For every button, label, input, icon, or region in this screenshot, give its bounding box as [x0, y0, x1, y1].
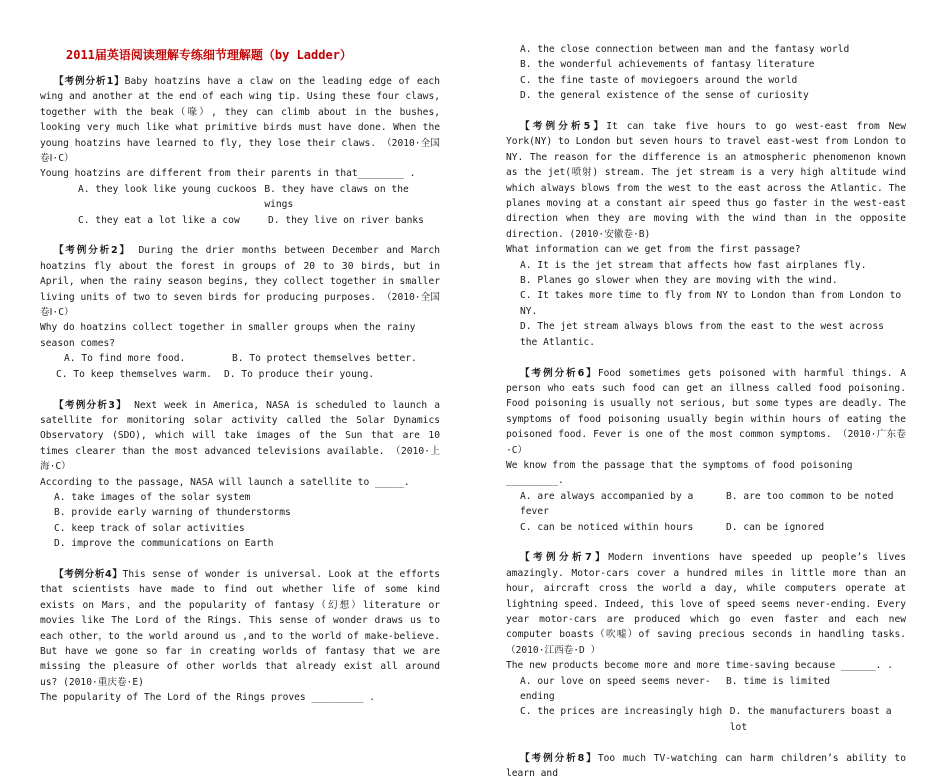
example-7-options-row2	[506, 704, 906, 735]
example-8-passage	[506, 751, 906, 781]
example-2-option-a: A. To find more food.	[64, 353, 186, 365]
left-column	[40, 0, 440, 706]
example-8-tag: 【考例分析8】	[520, 752, 598, 764]
example-1-options-row2	[40, 213, 440, 228]
example-3-passage	[40, 398, 440, 475]
example-4-passage	[40, 567, 440, 690]
example-7-tag: 【考例分析7】	[520, 552, 609, 564]
example-2-option-d: D. To produce their young.	[224, 368, 375, 380]
example-5-tag: 【考例分析5】	[520, 121, 607, 133]
example-6-passage	[506, 366, 906, 458]
example-7-options-row1	[506, 674, 906, 705]
example-6-option-b: B. are too common to be noted	[726, 490, 894, 502]
example-3-option-c: C. keep track of solar activities	[54, 522, 245, 534]
example-4-option-d: D. the general existence of the sense of curiosity	[520, 90, 809, 102]
example-6-options-row2	[506, 520, 906, 535]
example-6-option-a: A. are always accompanied by a fever	[520, 490, 694, 518]
example-6-options-row1	[506, 489, 906, 520]
example-3-option-a: A. take images of the solar system	[54, 491, 251, 503]
example-7-option-a: A. our love on speed seems never-ending	[520, 675, 711, 703]
example-1-option-b: B. they have claws on the wings	[264, 183, 409, 211]
example-7-option-b: B. time is limited	[726, 675, 830, 687]
example-3-question: According to the passage, NASA will launch a satellite to _____.	[40, 476, 410, 488]
example-2-options-row1	[40, 351, 440, 366]
example-4-tag: 【考例分析4】	[54, 568, 123, 580]
example-5-question: What information can we get from the first passage?	[506, 244, 801, 256]
example-8-text: Too much TV-watching can harm children’s ability to learn and	[506, 752, 906, 780]
example-2-passage	[40, 243, 440, 320]
example-2-question: Why do hoatzins collect together in smaller groups when the rainy season comes?	[40, 322, 416, 349]
example-2-option-b: B. To protect themselves better.	[232, 353, 417, 365]
example-5-text: It can take five hours to go west-east from New York(NY) to London but seven hours to travel east-west from London to NY. The reason for the difference is an atmospheric phenomenon known as the jet(喷射) stream. The jet stream is a very high altitude wind which always blows from the west to the east across the Atlantic. The planes moving at a constant air speed thus go faster in the west-east direction when they are moving with the wind than in the opposite direction. (2010·安徽卷·B)	[506, 121, 907, 240]
example-5-passage	[506, 119, 906, 242]
example-1-option-c: C. they eat a lot like a cow	[78, 214, 240, 226]
example-6-question: We know from the passage that the symptoms of food poisoning _________.	[506, 459, 853, 487]
example-1-options-row1	[40, 182, 440, 213]
example-1-text: Baby hoatzins have a claw on the leading edge of each wing and another at the end of each wing tip. Using these four claws, together with the beak（喙）, they can climb about in the bushes, looking very much like what primitive birds must have done. When the young hoatzins have learned to fly, they lose their claws. （2010·全国卷Ⅰ·C）	[40, 76, 440, 165]
example-7-text: Modern inventions have speeded up people’s lives amazingly. Motor-cars cover a hundred miles in little more than an hour, aircraft cross the world a day, while computers operate at lightning speed. Indeed, this love of speed seems never-ending. Every year motor-cars are produced which go even faster and each new computer boasts（吹嘘）of saving precious seconds in handling tasks. （2010·江西卷·D ）	[506, 552, 906, 656]
example-1-option-d: D. they live on river banks	[268, 214, 424, 226]
example-2-options-row2	[40, 367, 440, 382]
example-5-option-c: C. It takes more time to fly from NY to London than from London to NY.	[520, 290, 902, 317]
example-1-tag: 【考例分析1】	[54, 76, 125, 87]
example-7-question: The new products become more and more time-saving because ______. .	[506, 660, 893, 672]
example-2-tag: 【考例分析2】	[54, 245, 131, 257]
example-1-passage	[40, 74, 440, 166]
example-7-option-d: D. the manufacturers boast a lot	[729, 706, 892, 733]
example-6-tag: 【考例分析6】	[520, 367, 598, 379]
example-1-option-a: A. they look like young cuckoos	[78, 183, 258, 195]
example-6-option-c: C. can be noticed within hours	[520, 521, 694, 533]
example-2-text: During the drier months between December and March hoatzins fly about the forest in groups of 20 to 30 birds, but in April, when the rainy season begins, they collect together in smaller living units of two to seven birds for producing purposes. （2010·全国卷Ⅰ·C）	[40, 245, 440, 319]
example-3-option-b: B. provide early warning of thunderstorms	[54, 507, 291, 519]
page-title: 2011届英语阅读理解专练细节理解题（by Ladder）	[66, 48, 352, 62]
example-7-option-c: C. the prices are increasingly high	[520, 706, 723, 718]
right-column	[506, 0, 906, 781]
example-4-question: The popularity of The Lord of the Rings proves _________ .	[40, 692, 376, 704]
example-4-option-b: B. the wonderful achievements of fantasy literature	[520, 59, 815, 71]
example-5-option-d: D. The jet stream always blows from the east to the west across the Atlantic.	[520, 321, 884, 348]
example-5-option-a: A. It is the jet stream that affects how fast airplanes fly.	[520, 259, 867, 271]
example-3-tag: 【考例分析3】	[54, 399, 128, 411]
example-7-passage	[506, 550, 906, 658]
example-3-option-d: D. improve the communications on Earth	[54, 538, 274, 550]
example-1-question: Young hoatzins are different from their parents in that________ .	[40, 168, 416, 180]
example-4-text: This sense of wonder is universal. Look at the efforts that scientists have made to find out whether life of some kind exists on Mars，and the popularity of fantasy（幻想）literature or movies like The Lord of the Rings. This sense of wonder draws us to each other，to the world around us ,and to the world of make-believe. But have we gone so far in creating worlds of fantasy that we are missing the pleasure of other worlds that already exist all around us? (2010·重庆卷·E)	[40, 568, 440, 688]
example-6-option-d: D. can be ignored	[726, 521, 825, 533]
example-5-option-b: B. Planes go slower when they are moving with the wind.	[520, 275, 838, 287]
example-6-text: Food sometimes gets poisoned with harmful things. A person who eats such food can get an illness called food poisoning. Food poisoning is usually not serious, but some types are deadly. The symptoms of food poisoning usually begin within hours of eating the poisoned food. Fever is one of the most common symptoms. （2010·广东卷·C）	[506, 367, 906, 456]
example-4-option-a: A. the close connection between man and the fantasy world	[520, 44, 850, 55]
example-4-option-c: C. the fine taste of moviegoers around the world	[520, 74, 798, 86]
example-2-option-c: C. To keep themselves warm.	[56, 368, 212, 380]
example-3-text: Next week in America, NASA is scheduled to launch a satellite for monitoring solar activity called the Solar Dynamics Observatory (SDO), which will take images of the Sun that are 10 times clearer than the most advanced televisions available. （2010·上海·C）	[40, 399, 440, 473]
